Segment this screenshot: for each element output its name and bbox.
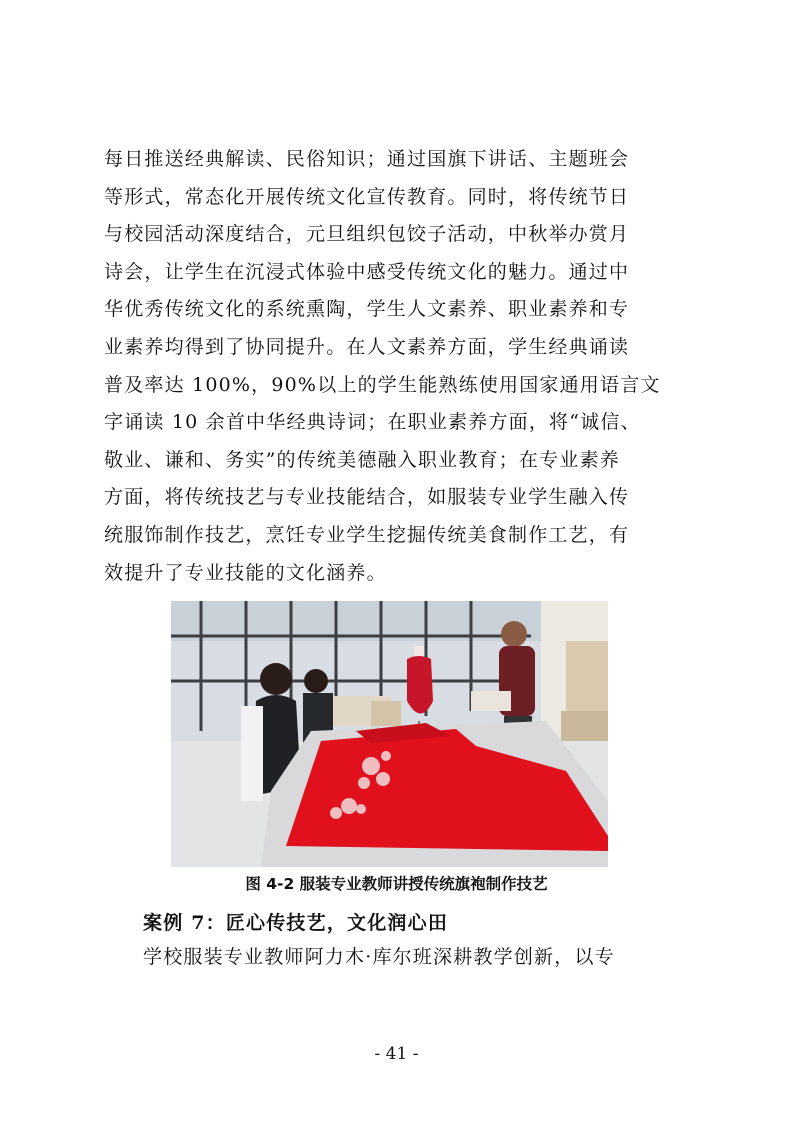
text-line: 华优秀传统文化的系统熏陶，学生人文素养、职业素养和专 [104,298,630,321]
case-paragraph-line: 学校服装专业教师阿力木·库尔班深耕教学创新，以专 [143,946,615,968]
text-line: 敬业、谦和、务实”的传统美德融入职业教育；在专业素养 [104,448,620,471]
text-line: 业素养均得到了协同提升。在人文素养方面，学生经典诵读 [104,335,630,358]
figure-caption: 图 4-2 服装专业教师讲授传统旗袍制作技艺 [245,875,548,893]
body-paragraph [104,141,692,592]
text-line: 统服饰制作技艺，烹饪专业学生挖掘传统美食制作工艺，有 [104,523,630,546]
case-heading: 案例 7：匠心传技艺，文化润心田 [143,912,449,934]
page-number: - 41 - [374,1044,419,1064]
text-line: 每日推送经典解读、民俗知识；通过国旗下讲话、主题班会 [104,148,630,170]
classroom-photo-illustration [171,601,608,867]
text-line: 普及率达 100%，90%以上的学生能熟练使用国家通用语言文 [104,373,661,396]
text-line: 诗会，让学生在沉浸式体验中感受传统文化的魅力。通过中 [104,260,630,283]
text-line: 字诵读 10 余首中华经典诗词；在职业素养方面，将“诚信、 [104,411,641,434]
figure-photo [171,601,608,867]
text-line: 效提升了专业技能的文化涵养。 [104,561,387,584]
text-line: 与校园活动深度结合，元旦组织包饺子活动，中秋举办赏月 [104,223,630,246]
text-line: 等形式，常态化开展传统文化宣传教育。同时，将传统节日 [104,185,630,208]
text-line: 方面，将传统技艺与专业技能结合，如服装专业学生融入传 [104,486,630,509]
